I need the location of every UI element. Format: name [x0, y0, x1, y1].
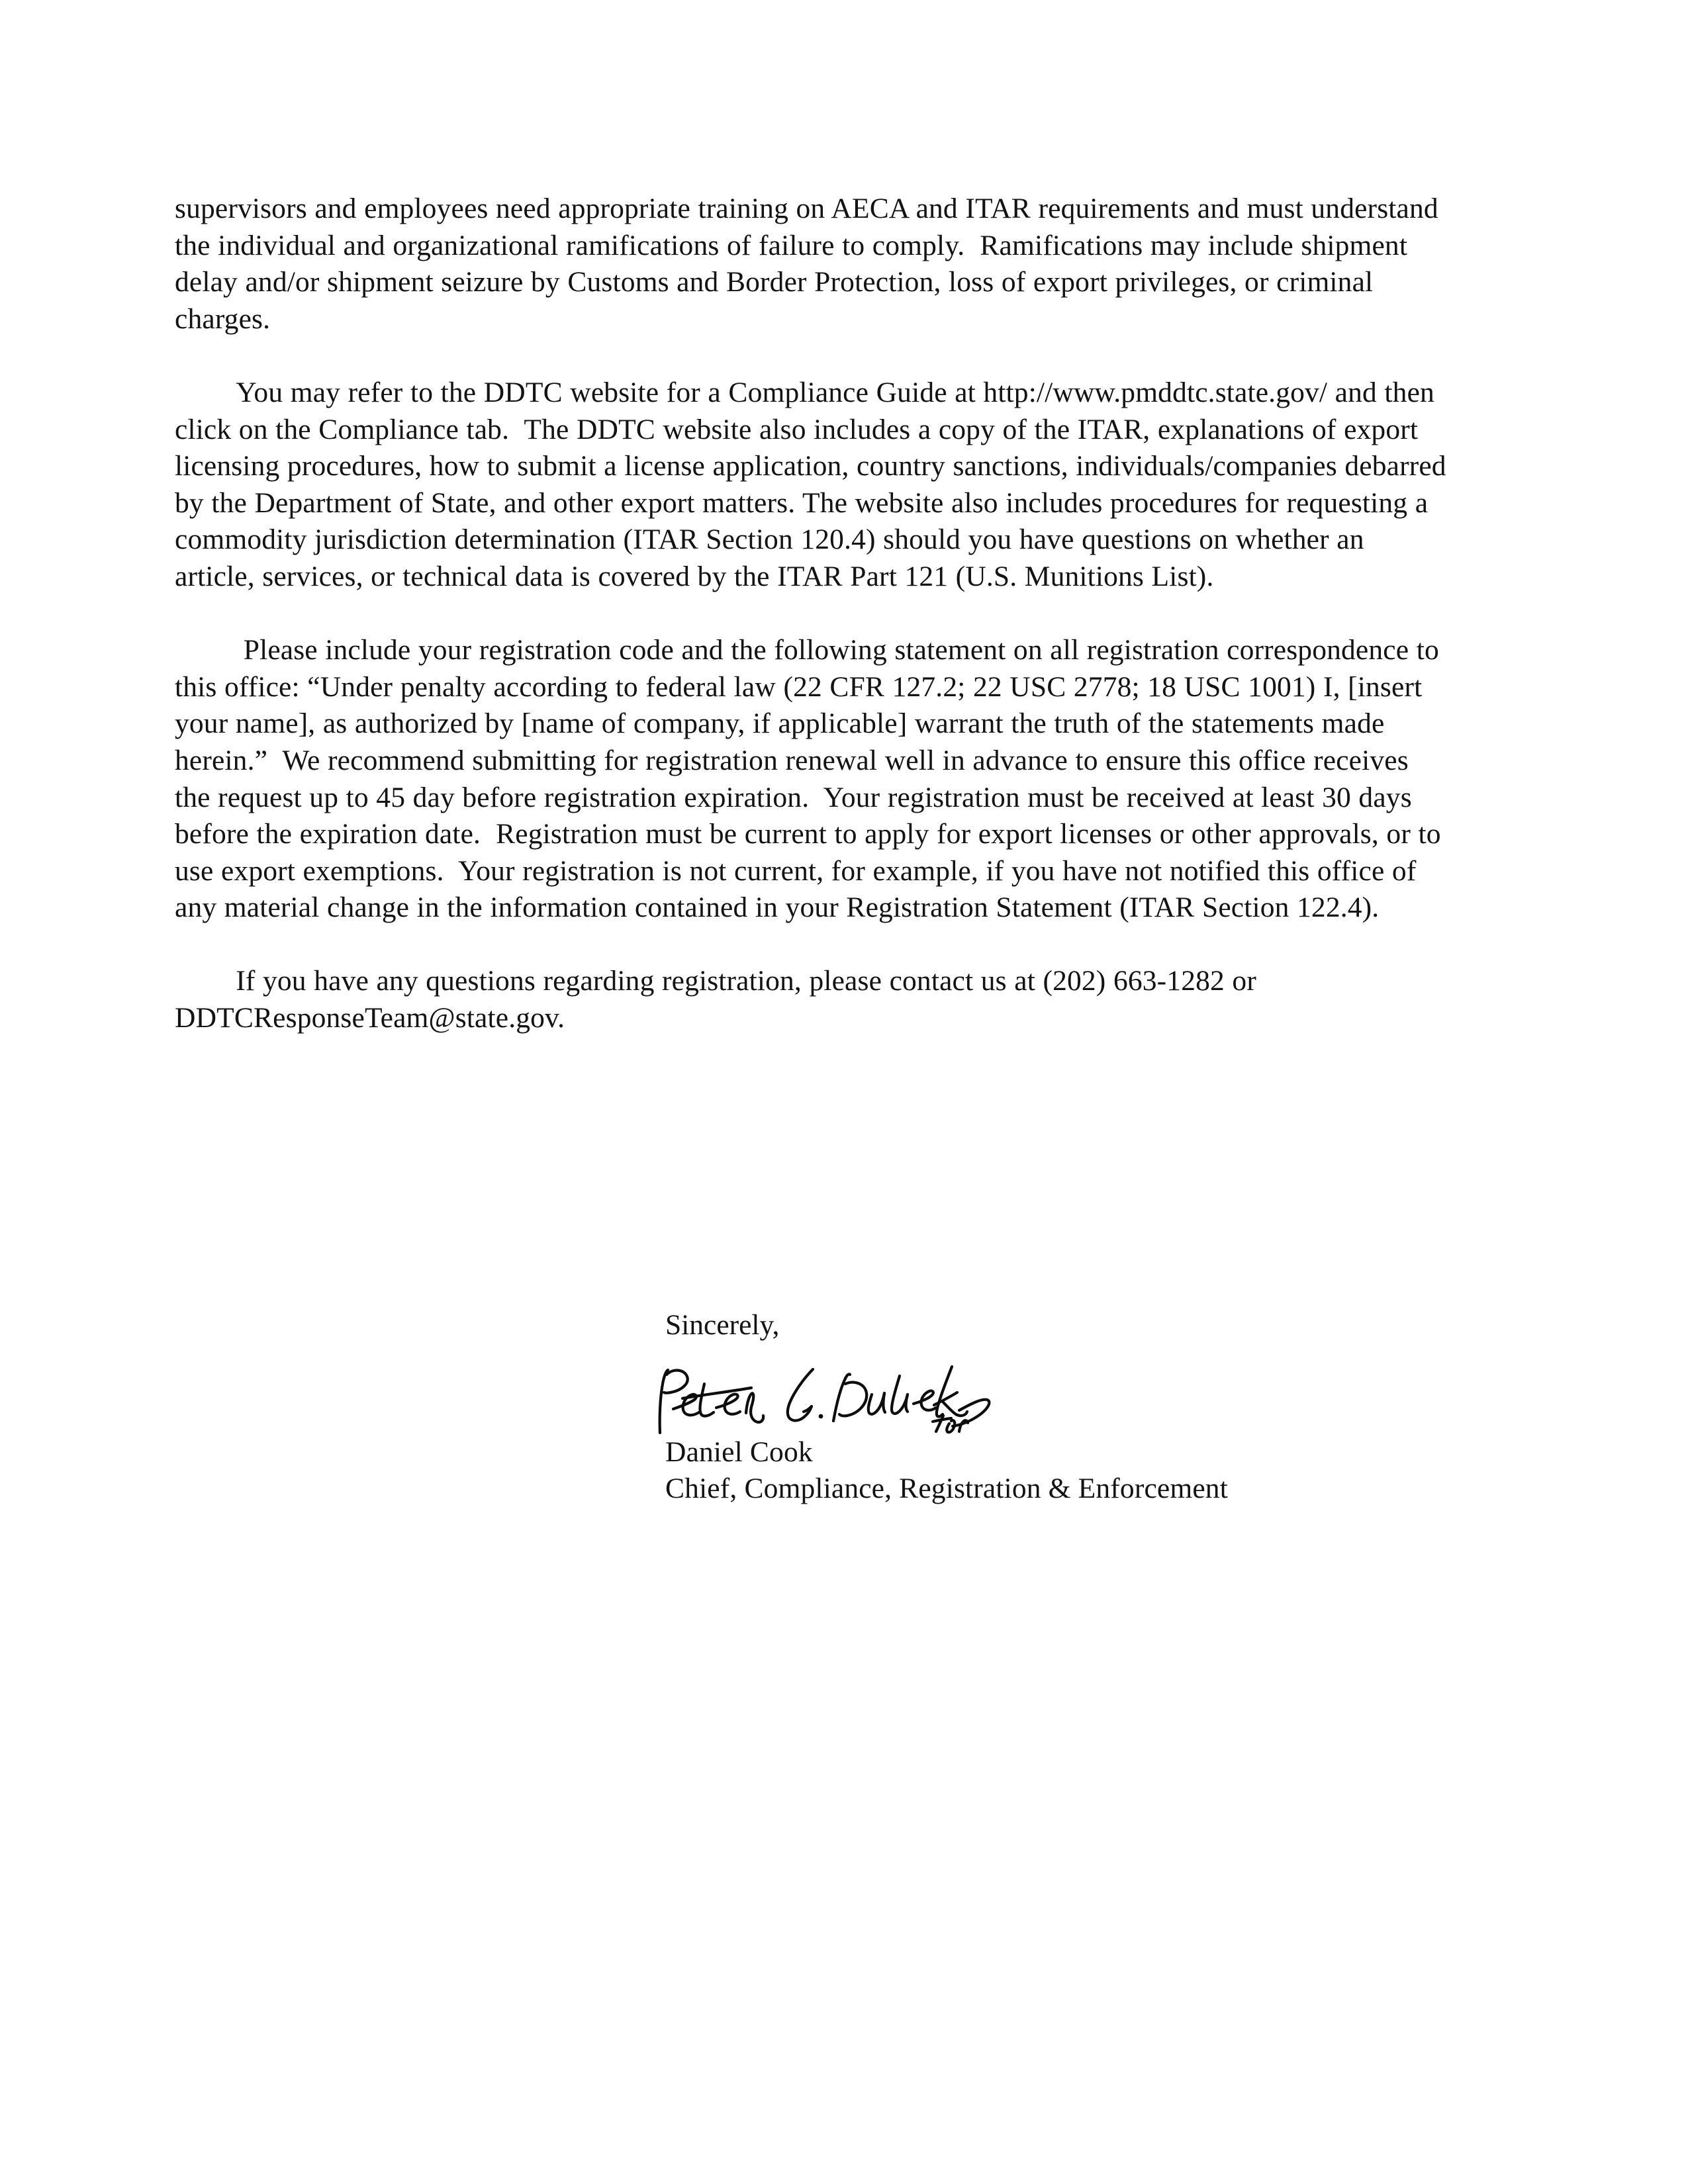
letter-body: [175, 191, 1454, 1037]
signer-name: Daniel Cook: [665, 1435, 813, 1468]
closing-salutation: Sincerely,: [665, 1309, 780, 1341]
paragraph-contact: If you have any questions regarding registration, please contact us at (202) 663-1282 or DDTCResponseTeam@state.gov.: [175, 965, 1264, 1034]
paragraph-ddtc-website: You may refer to the DDTC website for a Compliance Guide at http://www.pmddtc.state.gov/ and then click on the Compliance tab. The DDTC website also includes a copy of the ITAR, explanations of export licensing procedures, how to submit a license application, country sanctions, individuals/companies debarred by the Department of State, and other export matters. The website also includes procedures for requesting a commodity jurisdiction determination (ITAR Section 120.4) should you have questions on whether an article, services, or technical data is covered by the ITAR Part 121 (U.S. Munitions List).: [175, 376, 1454, 592]
paragraph-continued-training: supervisors and employees need appropriate training on AECA and ITAR requirements and must understand the individual and organizational ramifications of failure to comply. Ramifications may include shipment delay and/or shipment seizure by Customs and Border Protection, loss of export privileges, or criminal charges.: [175, 193, 1446, 335]
handwritten-signature-icon: [653, 1355, 1024, 1433]
paragraph-registration-code: Please include your registration code and the following statement on all registration correspondence to this office: “Under penalty according to federal law (22 CFR 127.2; 22 USC 2778; 18 USC 1001) I, [insert your name], as authorized by [name of company, if applicable] warrant the truth of the statements made herein.” We recommend submitting for registration renewal well in advance to ensure this office receives the request up to 45 day before registration expiration. Your registration must be received at least 30 days before the expiration date. Registration must be current to apply for export licenses or other approvals, or to use export exemptions. Your registration is not current, for example, if you have not notified this office of any material change in the information contained in your Registration Statement (ITAR Section 122.4).: [175, 634, 1449, 924]
signer-title: Chief, Compliance, Registration & Enforcement: [665, 1473, 1228, 1505]
signature-block: [665, 1307, 1460, 1508]
